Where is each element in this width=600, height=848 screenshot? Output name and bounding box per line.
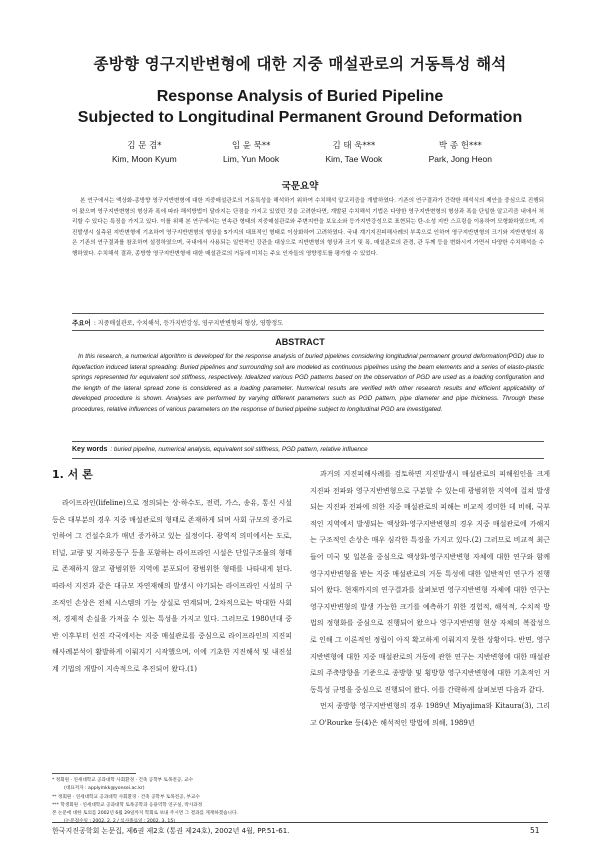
abstract-english-heading: ABSTRACT <box>275 337 325 347</box>
author <box>429 140 492 166</box>
body-column-right <box>310 466 550 732</box>
page-number: 51 <box>530 826 540 835</box>
author-name-en: Lim, Yun Mook <box>223 154 280 164</box>
divider <box>72 441 544 442</box>
author-name-ko: 김 태 욱*** <box>332 141 376 151</box>
footnote-divider <box>52 773 136 774</box>
keywords-korean-label: 주요어 <box>72 319 91 327</box>
footnote: (논문접수일 : 2002. 2. 2 / 심사종료일 : 2002. 3. 15) <box>64 819 176 825</box>
title-english <box>0 86 600 128</box>
divider <box>72 313 544 314</box>
footer-divider <box>52 822 548 823</box>
keywords-korean <box>72 318 544 327</box>
footnote: *** 학생회원 · 연세대학교 공과대학 토목공학과 응용역학 연구실, 박사과정 <box>52 802 203 808</box>
footnote: * 정회원 · 연세대학교 공과대학 사회환경 · 건축 공학부 토목전공, 교수 <box>52 778 194 783</box>
keywords-english <box>72 446 544 453</box>
keywords-english-label: Key words <box>72 446 108 453</box>
footnotes <box>52 777 297 827</box>
divider <box>72 330 544 331</box>
author-name-en: Kim, Moon Kyum <box>112 154 177 164</box>
footnote: ** 정회원 · 연세대학교 공과대학 사회환경 · 건축 공학부 토목전공, 부교수 <box>52 794 200 800</box>
author <box>223 140 279 166</box>
author <box>325 140 382 166</box>
body-paragraph: 과거의 지진피해사례를 검토하면 지진발생시 매설관로의 피해원인을 크게 지진파 전파와 영구지반변형으로 구분할 수 있는데 광범위한 지역에 걸쳐 발생되는 지진파 전파에 의한 지중 매설관로의 피해는 비교적 경미한 데 비해, 국부적인 지역에서 발생되는 액상화-영구지반변형의 경우 지중 매설관로에 가해지는 구조적인 손상은 매우 심각한 특징을 가지고 있다.(2) 그러므로 비교적 최근 들어 미국 및 일본을 중심으로 액상화-영구지반변형 자체에 대한 연구와 함께 영구지반변형을 받는 지중 매설관로의 거동 특성에 대한 일반적인 연구가 진행되어 왔다. 현재까지의 연구결과를 살펴보면 영구지반변형 자체에 대한 연구는 영구지반변형의 발생 가능한 크기를 예측하기 위한 경험적, 해석적, 수치적 방법의 정형화를 중심으로 진행되어 왔으나 영구지반변형 현상 자체의 복잡성으로 인해 그 이론적인 정립이 아직 확고하게 이뤄지지 못한 상황이다. 반면, 영구지반변형에 대한 지중 매설관로의 거동에 관한 연구는 지반변형에 대한 매설관로의 주축방향을 기준으로 종방향 및 횡방향 영구지반변형에 대한 기초적인 거동특성 규명을 중심으로 진행되어 왔다. 이를 간략하게 살펴보면 다음과 같다. <box>310 470 550 694</box>
author <box>112 140 177 166</box>
keywords-korean-list: : 지중매설관로, 수치해석, 등가지반강성, 영구지반변형의 형상, 영향정도 <box>93 320 284 327</box>
body-paragraph: 라이프라인(lifeline)으로 정의되는 상·하수도, 전력, 가스, 송유, 통신 시설 등은 대부분의 경우 지중 매설관로의 형태로 존재하게 되며 사회 규모의 증가로 인하여 그 건설수요가 매년 증가하고 있는 실정이다. 광역적 의미에서는 도로, 터널, 교량 및 지하공동구 등을 포함하는 라이프라인 시설은 단일구조물의 형태로 존재하지 않고 광범위한 지역에 분포되어 광범위한 형태를 나타내게 된다. 따라서 지진과 같은 대규모 자연재해의 발생시 야기되는 라이프라인 시설의 구조적인 손상은 전체 시스템의 기능 상실로 연계되며, 2차적으로는 막대한 사회적, 경제적 손실을 가져올 수 있는 특성을 가지고 있다. 그러므로 1980년대 중반 이후부터 선진 각국에서는 지중 매설관로를 중심으로 라이프라인의 지진피해사례분석이 활발하게 이뤄지기 시작했으며, 이에 기초한 지진해석 및 내진설계 기법의 개발이 지속적으로 추진되어 왔다.(1) <box>52 499 292 673</box>
author-name-ko: 임 윤 묵** <box>231 141 271 151</box>
author-name-ko: 김 문 겸* <box>127 141 162 151</box>
abstract-korean-body: 본 연구에서는 액상화-종방향 영구지반변형에 대한 지중매설관로의 거동특성을 해석하기 위하여 수치해석 알고리즘을 개발하였다. 기존의 연구결과가 간략한 해석식의 제안을 중심으로 진행되어 왔으며 영구지반변형의 형상과 폭에 따라 해석방법이 달라지는 단점을 가지고 있었던 것을 고려한다면, 개발된 수치해석 기법은 다양한 영구지반변형의 형상과 폭을 단일한 알고리즘 내에서 처리할 수 있다는 특징을 가지고 있다. 이를 위해 본 연구에서는 연속관 형태의 지중매설관로와 주변지반을 보요소와 등가지반강성으로 표현되는 탄-소성 지반 스프링을 이용하여 모형화하였으며, 지진발생시 실측된 지반변형에 기초하여 영구지반변형의 형상을 5가지의 대표적인 형태로 이상화하여 고려하였다. 국내 계기지진피해사례의 부족으로 인하여 영구지반변형의 크기와 지반변형의 폭은 기존의 연구결과를 참조하여 설정하였으며, 국내에서 사용되는 일반적인 강관을 대상으로 지반변형의 형상과 크기 및 폭, 매설관로의 관경, 관 두께 등을 변화시켜 가면서 다양한 수치해석을 수행하였다. 수치해석 결과, 종방향 영구지반변형에 대한 매설관로의 거동에 미치는 주요 인자들의 영향정도를 평가할 수 있었다. <box>72 198 544 257</box>
author-name-ko: 박 종 헌*** <box>438 141 482 151</box>
body-column-left <box>52 495 292 678</box>
title-korean: 종방향 영구지반변형에 대한 지중 매설관로의 거동특성 해석 <box>93 55 507 73</box>
author-name-en: Kim, Tae Wook <box>325 154 383 164</box>
title-english-line-1: Response Analysis of Buried Pipeline <box>156 88 444 105</box>
title-english-line-2: Subjected to Longitudinal Permanent Ground Deformation <box>77 109 523 126</box>
journal-citation: 한국지진공학회 논문집, 제6권 제2호 (통권 제24호), 2002년 4월, PP.51-61. <box>52 827 290 835</box>
section-heading-introduction: 1. 서 론 <box>52 468 93 481</box>
divider <box>72 458 544 459</box>
footnote: 본 논문에 대한 토의를 2002년 6월 29일까지 학회로 보내 주시면 그 결과를 게재하겠습니다. <box>52 811 238 817</box>
body-paragraph: 먼저 종방향 영구지반변형의 경우 1989년 Miyajima와 Kitaura(3), 그리고 O'Rourke 등(4)은 해석적인 방법에 의해, 1989년 <box>310 702 550 727</box>
author-list <box>112 140 492 166</box>
abstract-english-body: In this research, a numerical algorithm is developed for the response analysis of buried pipelines considering longitudinal permanent ground deformation(PGD) due to liquefaction induced lateral spreading. Buried pipelines and surrounding soil are modeled as continuous pipelines using the beam elements and a series of elasto-plastic springs represented for equivalent soil stiffness, respectively. Idealized various PGD patterns based on the observation of PGD are used as a loading configuration and the length of the lateral spread zone is considered as a loading parameter. Numerical results are verified with other research results and efficient applicability of developed procedure is shown. Analyses are performed by varying different parameters such as PGD pattern, pipe diameter and pipe thickness. Through these procedures, relative influences of various parameters on the response of buried pipeline subject to longitudinal PGD are investigated. <box>72 353 544 413</box>
keywords-english-list: : buried pipeline, numerical analysis, equivalent soil stiffness, PGD pattern, relative influence <box>110 446 368 453</box>
author-name-en: Park, Jong Heon <box>428 154 492 164</box>
abstract-korean-heading: 국문요약 <box>281 181 319 192</box>
footnote: (대표저자 : applymkk@yonsei.ac.kr) <box>64 786 145 792</box>
